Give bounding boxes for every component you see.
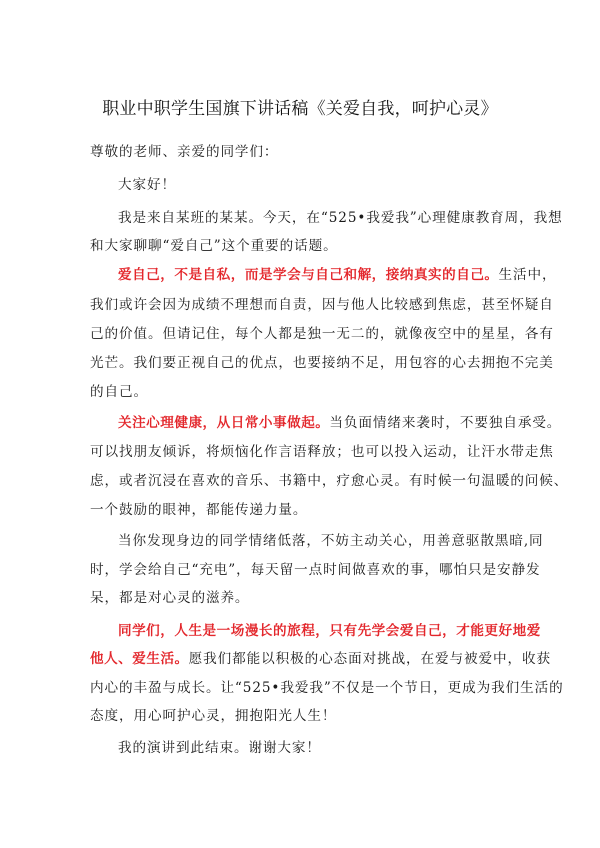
paragraph-line (90, 238, 338, 254)
paragraph-line (90, 680, 564, 696)
paragraph-line (118, 623, 541, 639)
body-text: 光芒。我们要正视自己的优点，也要接纳不足，用包容的心去拥抱不完美 (90, 355, 554, 371)
body-text: 内心的丰盈与成长。让“525•我爱我”不仅是一个节日，更成为我们生活的 (90, 680, 564, 696)
paragraph-line (90, 502, 307, 518)
paragraph-line (90, 444, 554, 460)
body-text: 虑，或者沉浸在喜欢的音乐、书籍中，疗愈心灵。有时候一句温暖的问候、 (90, 473, 569, 489)
paragraph-line (90, 562, 541, 578)
paragraph-line (90, 708, 336, 724)
highlighted-text: 同学们，人生是一场漫长的旅程，只有先学会爱自己，才能更好地爱 (118, 623, 541, 639)
salutation: 尊敬的老师、亲爱的同学们： (90, 144, 279, 160)
body-text: 呆，都是对心灵的滋养。 (90, 590, 250, 606)
body-text: 生活中， (498, 267, 557, 283)
highlighted-text: 关注心理健康，从日常小事做起。 (118, 415, 330, 431)
highlighted-text: 他人、爱生活。 (90, 651, 189, 667)
highlighted-text: 爱自己，不是自私，而是学会与自己和解，接纳真实的自己。 (118, 267, 499, 283)
paragraph-line (118, 415, 561, 431)
body-text: 可以找朋友倾诉，将烦恼化作言语释放；也可以投入运动，让汗水带走焦 (90, 444, 554, 460)
body-text: 当你发现身边的同学情绪低落，不妨主动关心，用善意驱散黑暗,同 (118, 533, 544, 549)
body-text: 态度，用心呵护心灵，拥抱阳光人生！ (90, 708, 337, 724)
document-title: 职业中职学生国旗下讲话稿《关爱自我，呵护心灵》 (102, 99, 498, 119)
paragraph-line (90, 651, 551, 667)
paragraph-line (90, 326, 554, 342)
greeting: 大家好！ (118, 177, 176, 193)
paragraph-line (90, 355, 554, 371)
body-text: 一个鼓励的眼神，都能传递力量。 (90, 502, 308, 518)
body-text: 我是来自某班的某某。今天，在“525•我爱我”心理健康教育周，我想 (118, 210, 563, 226)
body-text: 己的价值。但请记住，每个人都是独一无二的，就像夜空中的星星，各有 (90, 326, 554, 342)
body-text: 时，学会给自己“充电”，每天留一点时间做喜欢的事，哪怕只是安静发 (90, 562, 541, 578)
paragraph-line (118, 533, 544, 549)
paragraph-line (118, 210, 563, 226)
closing: 我的演讲到此结束。谢谢大家！ (118, 740, 321, 756)
paragraph-line (118, 267, 557, 283)
body-text: 的自己。 (90, 384, 148, 400)
paragraph-line (90, 590, 249, 606)
body-text: 当负面情绪来袭时，不要独自承受。 (329, 415, 562, 431)
body-text: 我们或许会因为成绩不理想而自责，因与他人比较感到焦虑，甚至怀疑自 (90, 297, 554, 313)
paragraph-line (90, 297, 554, 313)
paragraph-line (90, 384, 148, 400)
body-text: 愿我们都能以积极的心态面对挑战，在爱与被爱中，收获 (188, 651, 551, 667)
paragraph-line (90, 473, 568, 489)
body-text: 和大家聊聊“爱自己”这个重要的话题。 (90, 238, 338, 254)
